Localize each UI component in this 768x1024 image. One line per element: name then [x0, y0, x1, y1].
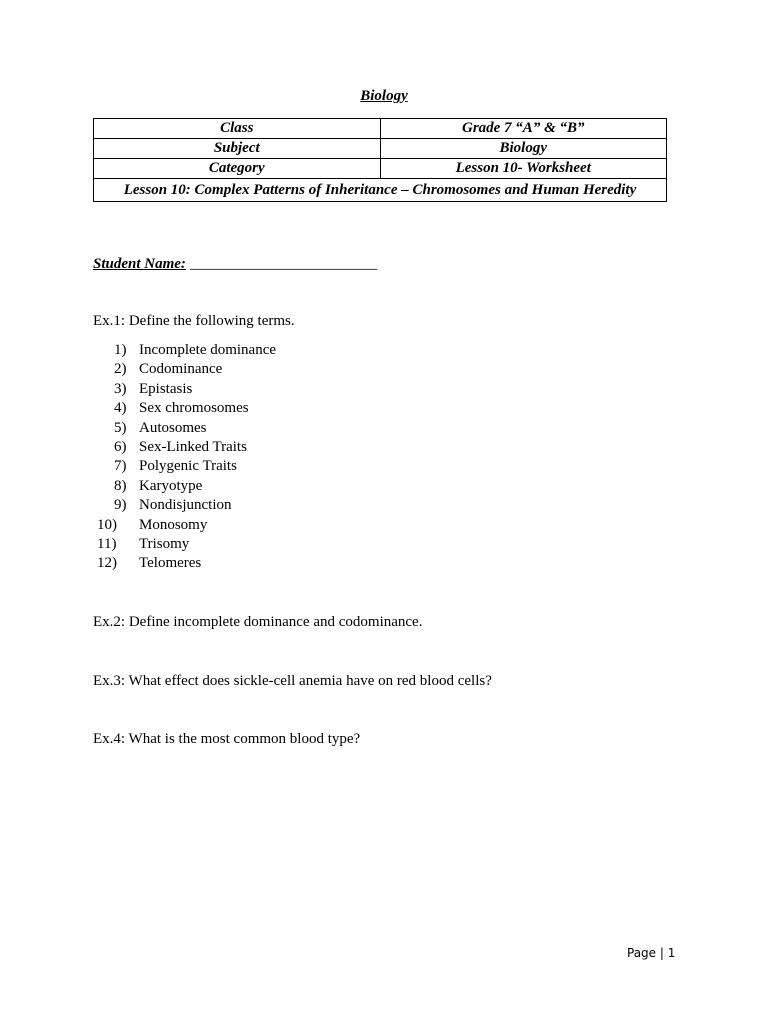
- list-item: [93, 360, 276, 379]
- item-text: Monosomy: [139, 516, 208, 533]
- item-number: 1): [114, 342, 127, 358]
- terms-list: [93, 341, 276, 574]
- list-item: [93, 516, 276, 535]
- list-item: [93, 419, 276, 438]
- list-item: [93, 438, 276, 457]
- lesson-title: Lesson 10: Complex Patterns of Inheritance – Chromosomes and Human Heredity: [94, 179, 667, 202]
- subject-label: Subject: [94, 139, 381, 159]
- item-number: 12): [97, 555, 117, 572]
- item-number: 3): [114, 380, 127, 397]
- item-text: Epistasis: [139, 380, 193, 397]
- student-name-line: [93, 256, 377, 273]
- info-table: [93, 118, 667, 202]
- exercise-3-prompt: Ex.3: What effect does sickle-cell anemia have on red blood cells?: [93, 673, 492, 689]
- exercise-1-prompt: Ex.1: Define the following terms.: [93, 313, 295, 329]
- list-item: [93, 457, 276, 476]
- list-item: [93, 496, 276, 515]
- item-number: 11): [97, 535, 117, 552]
- item-text: Codominance: [139, 361, 223, 378]
- item-number: 9): [114, 497, 127, 514]
- item-text: Nondisjunction: [139, 497, 232, 514]
- table-row: [94, 139, 667, 159]
- student-name-blank: _________________________: [189, 256, 378, 272]
- item-text: Polygenic Traits: [139, 458, 237, 475]
- item-number: 5): [114, 419, 127, 436]
- list-item: [93, 554, 276, 573]
- item-number: 2): [114, 361, 127, 378]
- item-text: Trisomy: [139, 535, 190, 552]
- list-item: [93, 341, 276, 360]
- item-text: Sex-Linked Traits: [139, 438, 247, 455]
- item-number: 6): [114, 438, 127, 455]
- item-text: Incomplete dominance: [139, 342, 277, 358]
- item-number: 7): [114, 458, 127, 475]
- item-text: Telomeres: [139, 555, 202, 572]
- subject-value: Biology: [380, 139, 667, 159]
- exercise-2-prompt: Ex.2: Define incomplete dominance and codominance.: [93, 614, 423, 630]
- class-label: Class: [94, 119, 381, 139]
- item-number: 10): [97, 516, 117, 533]
- table-row: [94, 159, 667, 179]
- category-value: Lesson 10- Worksheet: [380, 159, 667, 179]
- exercise-4-prompt: Ex.4: What is the most common blood type?: [93, 731, 361, 747]
- student-name-label: Student Name:: [93, 256, 186, 272]
- list-item: [93, 380, 276, 399]
- category-label: Category: [94, 159, 381, 179]
- item-number: 8): [114, 477, 127, 494]
- list-item: [93, 535, 276, 554]
- table-row: [94, 179, 667, 202]
- list-item: [93, 477, 276, 496]
- document-title: Biology: [360, 88, 408, 104]
- table-row: [94, 119, 667, 139]
- list-item: [93, 399, 276, 418]
- page-number: Page | 1: [627, 946, 676, 960]
- item-text: Autosomes: [139, 419, 207, 436]
- item-text: Karyotype: [139, 477, 203, 494]
- class-value: Grade 7 “A” & “B”: [380, 119, 667, 139]
- item-text: Sex chromosomes: [139, 400, 249, 417]
- item-number: 4): [114, 400, 127, 417]
